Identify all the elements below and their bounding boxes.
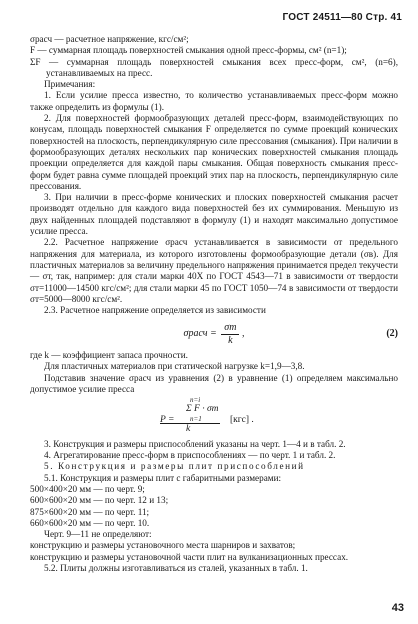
dimension-1: 500×400×20 мм — по черт. 9;	[30, 483, 145, 494]
sum-numerator: Σ F · σт	[186, 404, 219, 415]
plastic-materials: Для пластичных материалов при статической нагрузке k=1,9—3,8.	[44, 361, 305, 372]
sum-lower-limit: n=1	[190, 414, 202, 423]
page-header: ГОСТ 24511—80 Стр. 41	[282, 12, 402, 23]
notes-title: Примечания:	[44, 79, 96, 90]
where-k: где k — коэффициент запаса прочности.	[30, 350, 188, 361]
paragraph-5: 5. Конструкция и размеры плит приспособлений	[44, 461, 305, 472]
dimension-2: 600×600×20 мм — по черт. 12 и 13;	[30, 495, 169, 506]
formula-2-tail: ,	[241, 328, 245, 340]
definition-f: F — суммарная площадь поверхностей смыкания одной пресс-формы, см² (n=1);	[30, 45, 347, 56]
substitution-text: Подставив значение σрасч из уравнения (2) в уравнение (1) определяем максимально допустимое усилие пресса	[30, 372, 398, 394]
paragraph-4: 4. Агрегатирование пресс-форм в приспособлениях — по черт. 1 и табл. 2.	[44, 450, 336, 461]
clause-hinges: конструкцию и размеры установочного места шарниров и захватов;	[30, 540, 296, 551]
formula-2	[30, 322, 398, 346]
definition-sigma: σрасч — расчетное напряжение, кгс/см²;	[30, 34, 189, 44]
force-denominator: k	[160, 423, 220, 435]
formula-2-denominator: k	[228, 334, 233, 346]
document-body	[30, 34, 398, 574]
dimension-3: 875×600×20 мм — по черт. 11;	[30, 506, 150, 517]
note-2: 2. Для поверхностей формообразующих деталей пресс-форм, взаимодействующих по конусам, площадь поверхностей смыкания F определяется по сумме проекций конических поверхностей на плоскость, перпендикулярную силе прессования (смыкания). При наличии в формообразующих деталях нескольких пар конических поверхностей смыкания площадь проекции определяется для каждой пары смыкания. Общая поверхность смыкания пресс-форм будет равна сумме площадей проекций этих пар на плоскость, перпендикулярную силе прессования.	[30, 113, 398, 191]
note-3: 3. При наличии в пресс-форме конических и плоских поверхностей смыкания расчет производят отдельно для каждого вида поверхностей без их суммирования. Меньшую из двух найденных площадей подставляют в формулу (1) и находят максимально допустимое усилие пресса.	[30, 192, 398, 237]
formula-2-label: (2)	[386, 328, 398, 340]
drawings-note: Черт. 9—11 не определяют:	[44, 529, 152, 540]
formula-2-lhs: σрасч =	[183, 328, 217, 340]
force-unit: [кгс] .	[230, 414, 254, 425]
force-lhs: P =	[160, 414, 175, 425]
sum-upper-limit: n=i	[190, 396, 201, 405]
clause-plates: конструкцию и размеры установочной части плит на вулканизационных прессах.	[30, 551, 349, 562]
dimension-4: 660×600×20 мм — по черт. 10.	[30, 517, 150, 528]
note-1: 1. Если усилие пресса известно, то количество устанавливаемых пресс-форм можно также определить из формулы (1).	[30, 90, 398, 112]
paragraph-2-3: 2.3. Расчетное напряжение определяется из зависимости	[44, 305, 266, 316]
definition-sum-f: ΣF — суммарная площадь поверхностей смыкания всех пресс-форм, см², (n=6), устанавливаемых на пресс.	[30, 56, 398, 78]
paragraph-5-2: 5.2. Плиты должны изготавливаться из сталей, указанных в табл. 1.	[44, 563, 308, 574]
paragraph-3: 3. Конструкция и размеры приспособлений указаны на черт. 1—4 и в табл. 2.	[44, 438, 346, 449]
formula-max-force	[160, 397, 398, 435]
formula-2-numerator: σт	[221, 322, 239, 334]
page-number: 43	[391, 602, 404, 614]
formula-2-fraction	[221, 322, 239, 346]
paragraph-5-1: 5.1. Конструкция и размеры плит с габаритными размерами:	[44, 472, 282, 483]
paragraph-2-2: 2.2. Расчетное напряжение σрасч устанавливается в зависимости от предельного напряжения для материала, из которого изготовлены формообразующие детали (σв). Для пластичных материалов за величину предельного напряжения принимается предел текучести — σт, так, например: для стали марки 40Х по ГОСТ 4543—71 в зависимости от твердости σт=11000—14500 кгс/см²; для стали марки 45 по ГОСТ 1050—74 в зависимости от твердости σт=5000—8000 кгс/см².	[30, 237, 398, 304]
